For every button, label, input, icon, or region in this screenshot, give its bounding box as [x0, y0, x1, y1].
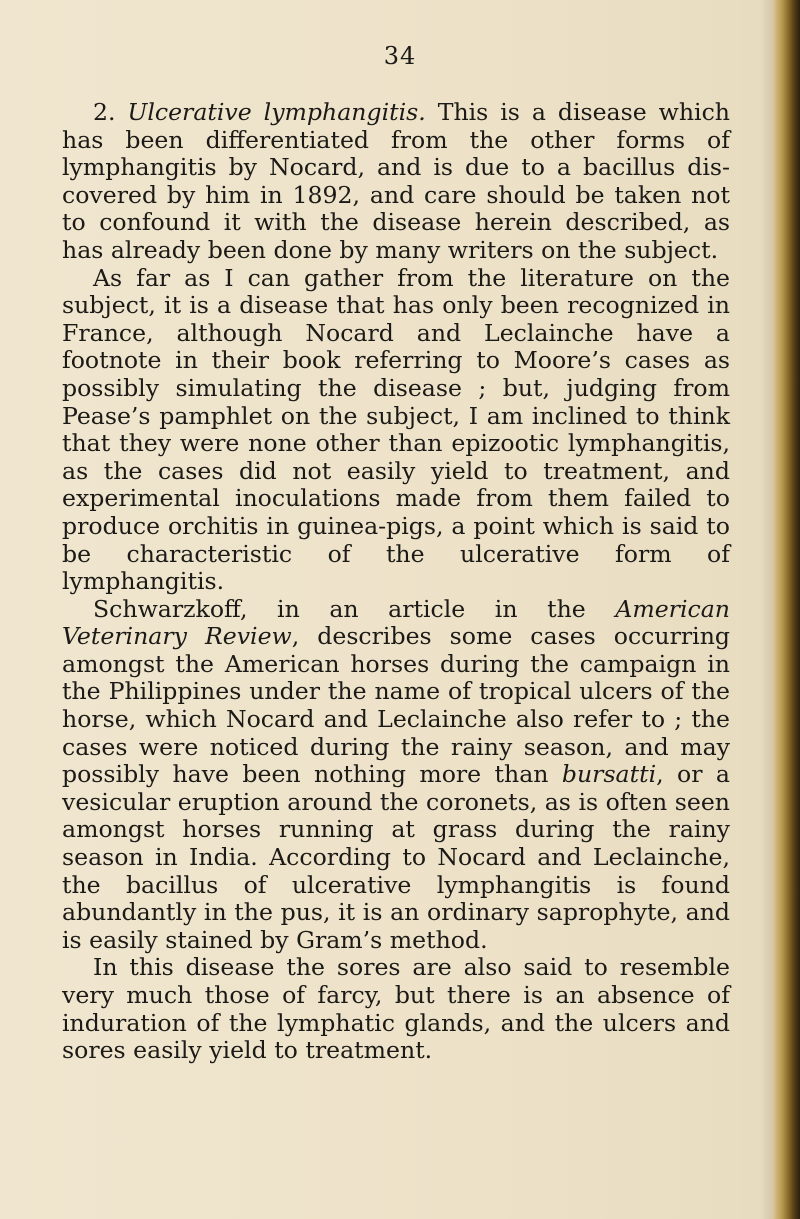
paragraph-literature: As far as I can gather from the literature on the subject, it is a disease that has only been recognized in France, although Nocard and Leclainche have a footnote in their book referring to Moore’s cases as possibly simulating the disease ; but, judging from Pease’s pamphlet on the subject, I am inclined to think that they were none other than epizootic lymphangitis, as the cases did not easily yield to treatment, and experimental inoculations made from them failed to produce orchitis in guinea-pigs, a point which is said to be characteristic of the ulcerative form of lymphangitis. — [62, 263, 730, 596]
paragraph-schwarzkoff — [62, 596, 730, 955]
section-heading: Ulcerative lymphangitis. — [127, 98, 426, 126]
section-number: 2. — [93, 98, 128, 126]
page-number: 34 — [383, 42, 417, 70]
paragraph-text: Schwarzkoff, in an article in the — [93, 594, 616, 623]
body-text — [62, 99, 730, 1065]
paragraph-text: , describes some cases occurring amongst the American horses during the campaign in the Philippines under the name of tropical ulcers of the horse, which Nocard and Leclainche also refer to ; the cases were noticed during the rainy season, and may possibly have been nothing more than — [62, 622, 730, 789]
paragraph-text: , or a vesicular eruption around the coronets, as is often seen amongst horses running at grass during the rainy season in India. According to Nocard and Leclainche, the bacillus of ulcerative lymphangitis is found abundantly in the pus, it is an ordinary saprophyte, and is easily stained by Gram’s method. — [62, 760, 730, 954]
paragraph-ulcerative-lymphangitis — [62, 99, 730, 265]
page-gutter-shadow — [760, 0, 774, 1219]
page-edge — [774, 0, 800, 1219]
journal-title: American Veterinary Review — [62, 594, 730, 651]
term-bursatti: bursatti — [561, 760, 657, 789]
paragraph-text: This is a disease which has been differentiated from the other forms of lymphangitis by Nocard, and is due to a bacillus dis-covered by him in 1892, and care should be taken not to confound it with the disease herein described, as has already been done by many writers on the subject. — [62, 98, 730, 264]
paragraph-sores: In this disease the sores are also said to resemble very much those of farcy, but there is an absence of induration of the lymphatic glands, and the ulcers and sores easily yield to treatment. — [62, 953, 730, 1065]
